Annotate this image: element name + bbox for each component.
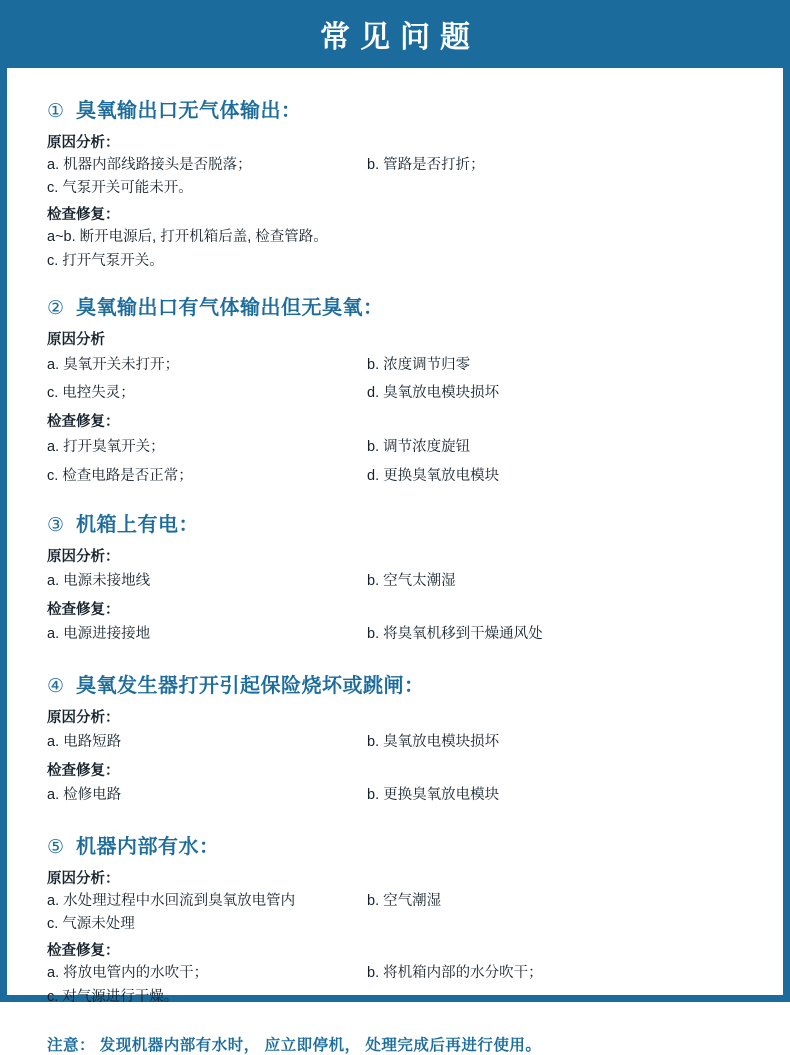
cause-cell-b: d. 臭氧放电模块损坏 (367, 385, 500, 402)
faq-item (41, 94, 749, 273)
cause-label: 原因分析： (47, 871, 120, 887)
repair-cell-a: c. 检查电路是否正常； (47, 467, 193, 484)
repair-label: 检查修复： (47, 943, 120, 960)
cause-label: 原因分析： (47, 548, 120, 565)
cause-rows (47, 729, 749, 757)
faq-number: ① (47, 101, 65, 122)
cause-cell-b: b. 空气潮湿 (367, 893, 442, 909)
faq-heading (47, 508, 749, 537)
repair-row (47, 433, 749, 461)
repair-label: 检查修复： (47, 602, 120, 619)
repair-label: 检查修复： (47, 763, 120, 780)
cause-cell-a: c. 电控失灵； (47, 385, 135, 402)
repair-label: 检查修复： (47, 414, 120, 431)
repair-row (47, 250, 749, 273)
cause-row (47, 154, 749, 177)
faq-item (41, 669, 749, 810)
repair-cell-a: a. 检修电路 (47, 787, 122, 804)
cause-cell-a: a. 水处理过程中水回流到臭氧放电管内 (47, 893, 296, 909)
faq-question: 臭氧发生器打开引起保险烧坏或跳闸： (76, 674, 425, 697)
page-header (0, 0, 790, 68)
repair-rows (47, 782, 749, 810)
cause-row (47, 913, 749, 936)
cause-cell-a: a. 臭氧开关未打开； (47, 356, 180, 373)
cause-row (47, 890, 749, 913)
cause-cell-b: b. 管路是否打折； (367, 157, 485, 173)
cause-rows (47, 351, 749, 408)
faq-number: ② (47, 297, 65, 319)
cause-row (47, 568, 749, 596)
repair-cell-b: b. 更换臭氧放电模块 (367, 787, 500, 804)
cause-cell-a: a. 电路短路 (47, 733, 122, 750)
repair-row (47, 962, 749, 985)
faq-heading (47, 291, 749, 320)
faq-number: ④ (47, 675, 65, 697)
cause-label: 原因分析： (47, 135, 120, 151)
repair-cell-a: a. 打开臭氧开关； (47, 439, 165, 456)
cause-cell-a: c. 气泵开关可能未开。 (47, 180, 193, 197)
cause-cell-a: c. 气源未处理 (47, 916, 135, 933)
faq-item (41, 508, 749, 649)
repair-row (47, 782, 749, 810)
faq-item (41, 291, 749, 490)
faq-question: 臭氧输出口无气体输出： (76, 100, 302, 122)
cause-rows (47, 568, 749, 596)
cause-rows (47, 890, 749, 936)
faq-heading (47, 830, 749, 859)
repair-cell-b: b. 调节浓度旋钮 (367, 439, 471, 456)
cause-row (47, 729, 749, 757)
cause-cell-b: b. 空气太潮湿 (367, 572, 456, 589)
cause-row (47, 379, 749, 407)
repair-cell-a: a~b. 断开电源后, 打开机箱后盖, 检查管路。 (47, 229, 328, 246)
repair-cell-a: a. 电源进接接地 (47, 626, 151, 643)
repair-cell-a: c. 打开气泵开关。 (47, 252, 164, 269)
warning-note: 注意： 发现机器内部有水时， 应立即停机， 处理完成后再进行使用。 (47, 1036, 542, 1054)
repair-cell-b: d. 更换臭氧放电模块 (367, 467, 500, 484)
repair-row (47, 226, 749, 249)
cause-cell-b: b. 臭氧放电模块损坏 (367, 733, 500, 750)
faq-question: 机箱上有电： (76, 513, 200, 536)
faq-number: ⑤ (47, 837, 65, 858)
repair-row (47, 986, 749, 1009)
faq-heading (47, 669, 749, 698)
cause-label: 原因分析 (47, 331, 105, 348)
repair-cell-b: b. 将机箱内部的水分吹干； (367, 965, 543, 982)
cause-cell-b: b. 浓度调节归零 (367, 356, 471, 373)
repair-rows (47, 433, 749, 490)
repair-label: 检查修复： (47, 207, 120, 224)
faq-number: ③ (47, 514, 65, 536)
repair-cell-a: c. 对气源进行干燥。 (47, 988, 179, 1005)
cause-label: 原因分析： (47, 709, 120, 726)
repair-rows (47, 621, 749, 649)
faq-item (41, 830, 749, 1009)
cause-row (47, 177, 749, 200)
faq-question: 机器内部有水： (76, 836, 220, 858)
repair-rows (47, 962, 749, 1008)
repair-row (47, 462, 749, 490)
page-title: 常见问题 (320, 21, 480, 54)
cause-cell-a: a. 机器内部线路接头是否脱落； (47, 157, 252, 173)
faq-heading (47, 94, 749, 123)
repair-rows (47, 226, 749, 272)
content-sheet (7, 68, 783, 1054)
repair-cell-b: b. 将臭氧机移到干燥通风处 (367, 626, 543, 643)
repair-row (47, 621, 749, 649)
repair-cell-a: a. 将放电管内的水吹干； (47, 965, 209, 982)
faq-question: 臭氧输出口有气体输出但无臭氧： (76, 296, 384, 319)
cause-rows (47, 154, 749, 200)
cause-cell-a: a. 电源未接地线 (47, 572, 151, 589)
cause-row (47, 351, 749, 379)
